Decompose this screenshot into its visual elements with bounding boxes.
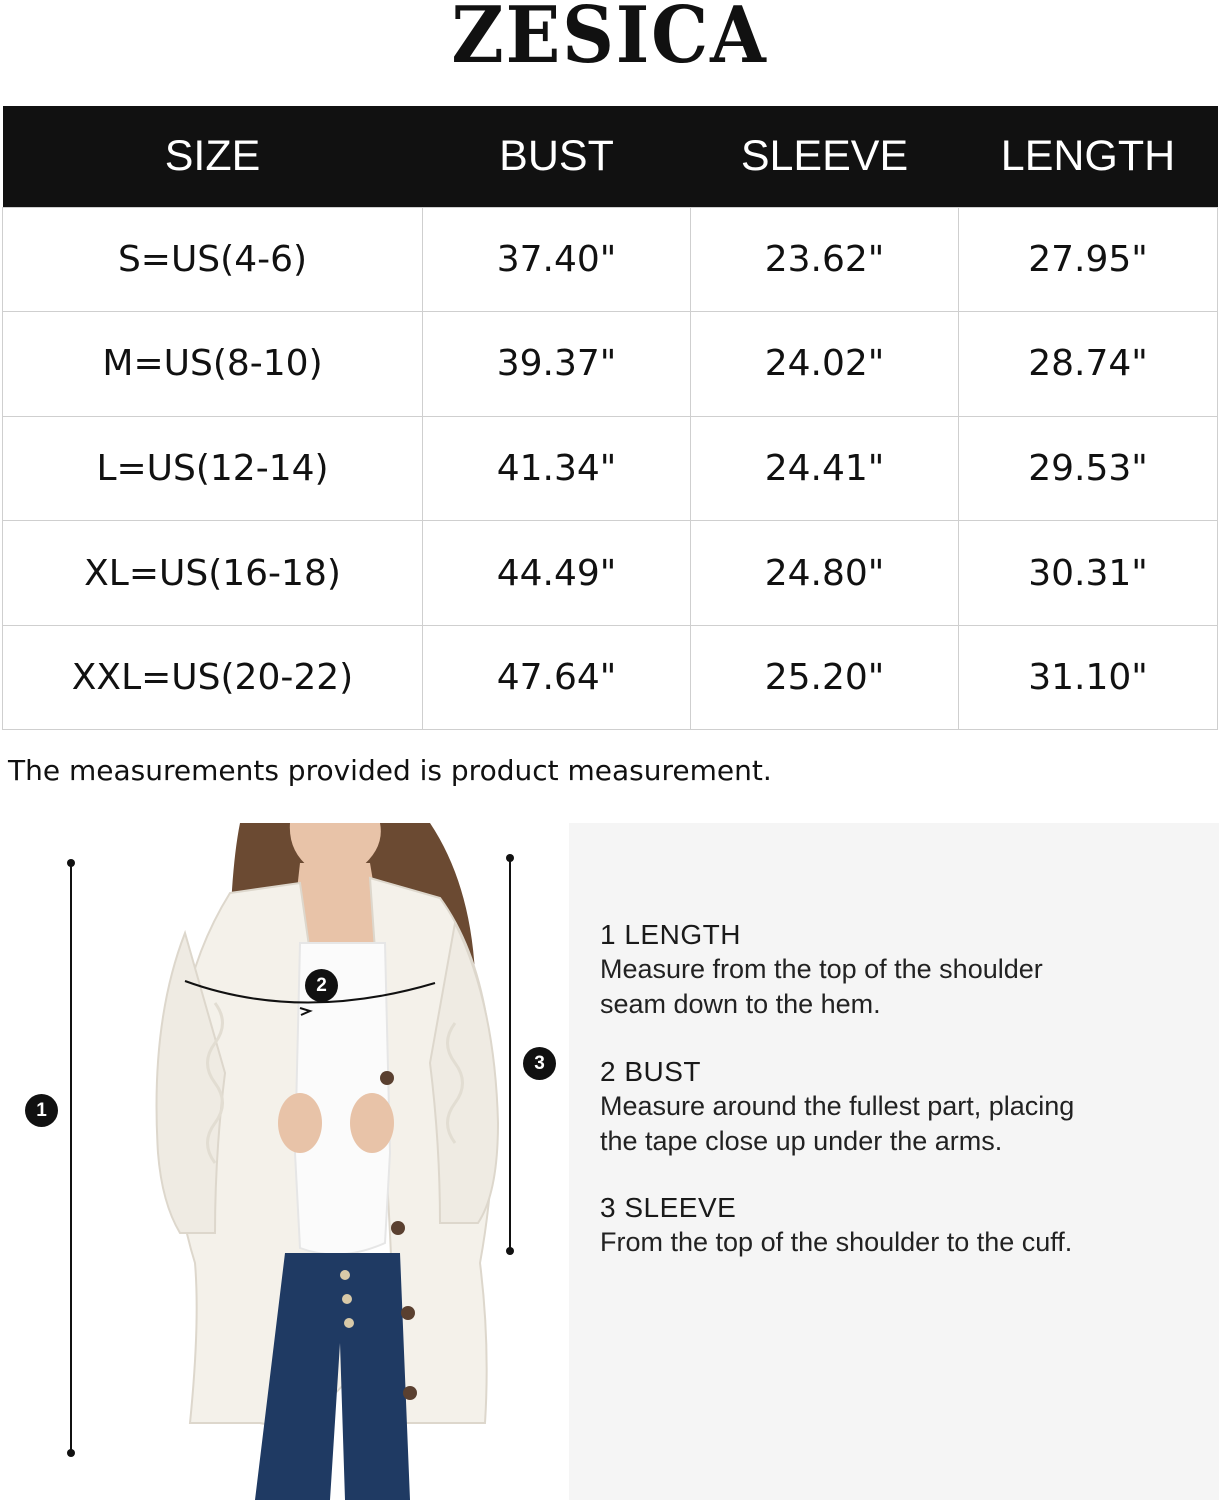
badge-2: 2 (305, 969, 338, 1002)
cell-length: 29.53" (959, 416, 1218, 521)
header-sleeve: SLEEVE (691, 106, 959, 207)
model-illustration (0, 823, 565, 1500)
measurement-guide-panel (569, 823, 1219, 1500)
size-chart-table (2, 106, 1218, 730)
cell-sleeve: 24.41" (691, 416, 959, 521)
brand-logo: ZESICA (451, 0, 768, 81)
hand-left (278, 1093, 322, 1153)
cell-length: 30.31" (959, 521, 1218, 626)
hand-right (350, 1093, 394, 1153)
cell-size: XXL=US(20-22) (3, 625, 423, 730)
table-header-row (3, 106, 1218, 207)
cell-sleeve: 23.62" (691, 207, 959, 312)
guide-sleeve-desc-1: From the top of the shoulder to the cuff. (600, 1227, 1073, 1257)
table-row (3, 312, 1218, 417)
guide-length-desc-2: seam down to the hem. (600, 989, 881, 1019)
button (403, 1386, 417, 1400)
badge-1: 1 (25, 1094, 58, 1127)
table-row (3, 625, 1218, 730)
cell-size: XL=US(16-18) (3, 521, 423, 626)
cell-bust: 44.49" (423, 521, 691, 626)
guide-bust-title: 2 BUST (600, 1056, 702, 1087)
table-row (3, 416, 1218, 521)
button (340, 1270, 350, 1280)
cell-bust: 47.64" (423, 625, 691, 730)
button (344, 1318, 354, 1328)
header-length: LENGTH (959, 106, 1218, 207)
cell-bust: 39.37" (423, 312, 691, 417)
guide-length-title: 1 LENGTH (600, 919, 741, 950)
badge-3: 3 (523, 1047, 556, 1080)
header-bust: BUST (423, 106, 691, 207)
cell-bust: 41.34" (423, 416, 691, 521)
cell-sleeve: 25.20" (691, 625, 959, 730)
cell-size: L=US(12-14) (3, 416, 423, 521)
button (342, 1294, 352, 1304)
cell-sleeve: 24.02" (691, 312, 959, 417)
cardigan-model-image (0, 823, 565, 1500)
button (391, 1221, 405, 1235)
table-row (3, 521, 1218, 626)
cell-length: 28.74" (959, 312, 1218, 417)
guide-sleeve (600, 1191, 1072, 1260)
guide-bust (600, 1055, 1074, 1159)
cell-length: 27.95" (959, 207, 1218, 312)
cell-bust: 37.40" (423, 207, 691, 312)
guide-sleeve-title: 3 SLEEVE (600, 1192, 737, 1223)
measurement-note: The measurements provided is product measurement. (8, 754, 772, 787)
cell-size: S=US(4-6) (3, 207, 423, 312)
header-size: SIZE (3, 106, 423, 207)
button (401, 1306, 415, 1320)
guide-bust-desc-1: Measure around the fullest part, placing (600, 1091, 1075, 1121)
guide-length-desc-1: Measure from the top of the shoulder (600, 954, 1043, 984)
guide-bust-desc-2: the tape close up under the arms. (600, 1126, 1003, 1156)
cell-size: M=US(8-10) (3, 312, 423, 417)
table-row (3, 207, 1218, 312)
cell-length: 31.10" (959, 625, 1218, 730)
guide-length (600, 918, 1043, 1022)
button (380, 1071, 394, 1085)
cell-sleeve: 24.80" (691, 521, 959, 626)
